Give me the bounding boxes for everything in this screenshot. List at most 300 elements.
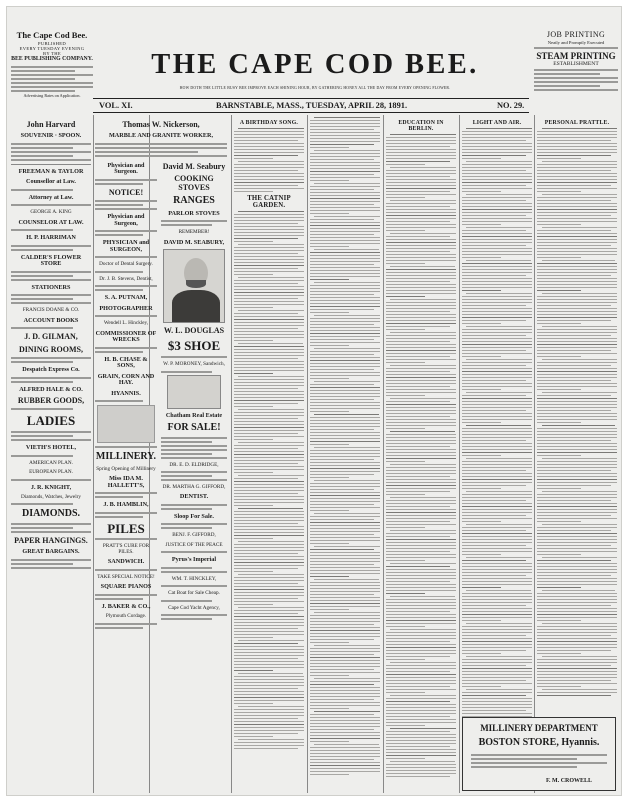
- text-line: [462, 374, 532, 375]
- text-line: [234, 547, 304, 548]
- heading-birthday-song: A BIRTHDAY SONG.: [239, 120, 299, 126]
- text-line: [537, 203, 617, 204]
- text-line: [310, 258, 380, 259]
- text-line: [537, 218, 617, 219]
- text-line: [537, 176, 617, 177]
- text-line: [310, 525, 380, 526]
- text-line: [462, 317, 532, 318]
- text-line: [462, 668, 532, 669]
- text-line: [234, 697, 304, 698]
- ad-ida-hallett: Miss IDA M. HALLETT'S,: [107, 475, 145, 489]
- text-line: [234, 238, 298, 239]
- ad-david-seabury: David M. Seabury: [162, 161, 226, 171]
- text-line: [462, 188, 532, 189]
- text-line: [466, 524, 532, 525]
- text-line: [542, 227, 617, 228]
- text-line: [234, 388, 298, 389]
- text-line: [314, 678, 380, 679]
- text-line: [542, 359, 617, 360]
- text-line: [537, 440, 611, 441]
- text-line: [386, 323, 456, 324]
- text-line: [462, 215, 526, 216]
- text-line: [234, 709, 304, 710]
- text-line: [537, 335, 611, 336]
- ad-despatch-express: Despatch Express Co.: [22, 366, 80, 374]
- text-line: [462, 707, 532, 708]
- text-line: [234, 580, 304, 581]
- text-line: [386, 713, 456, 714]
- text-line: [386, 536, 450, 537]
- text-line: [310, 378, 349, 379]
- text-line: [234, 736, 273, 737]
- ad-yacht-agency: Cape Cod Yacht Agency,: [168, 604, 220, 611]
- text-line: [462, 431, 532, 432]
- text-line: [542, 392, 617, 393]
- text-line: [386, 488, 456, 489]
- text-line: [310, 501, 380, 502]
- text-line: [310, 642, 349, 643]
- text-line: [310, 396, 380, 397]
- text-line: [537, 512, 617, 513]
- text-line: [386, 413, 456, 414]
- ad-francis-doane: FRANCIS DOANE & CO.: [22, 307, 80, 314]
- text-line: [537, 173, 617, 174]
- ad-pratts-cure: PRATT'S CURE FOR PILES.: [102, 543, 150, 555]
- text-line: [386, 269, 456, 270]
- text-line: [537, 683, 617, 684]
- text-line: [234, 538, 273, 539]
- text-line: [466, 293, 532, 294]
- text-line: [462, 329, 532, 330]
- text-line: [310, 318, 380, 319]
- text-line: [462, 137, 532, 138]
- text-line: [462, 428, 532, 429]
- text-line: [386, 290, 456, 291]
- text-line: [386, 767, 456, 768]
- text-line: [537, 464, 617, 465]
- text-line: [386, 701, 450, 702]
- text-line: [462, 551, 532, 552]
- text-line: [314, 216, 380, 217]
- text-line: [462, 503, 532, 504]
- ad-marble-granite: MARBLE AND GRANITE WORKER,: [108, 132, 214, 140]
- ad-piles: PILES: [107, 520, 145, 536]
- text-line: [462, 443, 532, 444]
- text-line: [537, 428, 617, 429]
- text-line: [234, 514, 304, 515]
- text-line: [542, 458, 617, 459]
- text-line: [310, 276, 380, 277]
- text-line: [537, 410, 611, 411]
- text-line: [386, 527, 425, 528]
- heading-personal-prattle: PERSONAL PRATTLE.: [544, 120, 610, 126]
- shoe-engraving: [167, 375, 221, 409]
- ad-dental: Doctor of Dental Surgery.: [99, 261, 153, 268]
- text-line: [386, 755, 456, 756]
- text-line: [234, 643, 298, 644]
- text-line: [310, 522, 380, 523]
- text-line: [234, 661, 304, 662]
- text-line: [386, 449, 456, 450]
- text-line: [314, 282, 380, 283]
- text-line: [462, 635, 526, 636]
- text-line: [310, 222, 380, 223]
- text-line: [386, 677, 456, 678]
- text-line: [310, 582, 380, 583]
- text-line: [466, 227, 532, 228]
- text-line: [234, 152, 304, 153]
- text-line: [310, 357, 380, 358]
- text-line: [310, 297, 380, 298]
- text-line: [310, 630, 380, 631]
- text-line: [537, 188, 617, 189]
- text-line: [537, 140, 611, 141]
- text-line: [537, 617, 617, 618]
- text-line: [462, 617, 532, 618]
- ad-vieths-hotel: VIETH'S HOTEL,: [25, 444, 77, 452]
- text-line: [234, 472, 273, 473]
- text-line: [537, 305, 611, 306]
- text-line: [314, 117, 380, 118]
- text-line: [462, 131, 532, 132]
- text-line: [466, 161, 532, 162]
- text-line: [466, 392, 532, 393]
- text-line: [462, 704, 532, 705]
- text-line: [466, 590, 530, 591]
- text-line: [310, 597, 380, 598]
- text-line: [234, 484, 304, 485]
- text-line: [238, 706, 304, 707]
- text-line: [310, 429, 374, 430]
- text-line: [462, 269, 532, 270]
- text-line: [462, 512, 532, 513]
- text-line: [238, 161, 304, 162]
- text-line: [537, 356, 581, 357]
- text-line: [537, 632, 617, 633]
- text-line: [234, 655, 304, 656]
- text-line: [386, 578, 456, 579]
- text-line: [310, 714, 374, 715]
- text-line: [310, 126, 380, 127]
- text-line: [386, 161, 450, 162]
- text-line: [234, 481, 304, 482]
- text-line: [462, 350, 526, 351]
- ad-sandwich: SANDWICH.: [107, 558, 145, 566]
- ad-cooking-stoves: COOKING STOVES: [174, 174, 214, 192]
- text-line: [462, 467, 532, 468]
- text-line: [234, 700, 304, 701]
- text-line: [310, 651, 380, 652]
- text-line: [234, 499, 304, 500]
- text-line: [462, 278, 532, 279]
- text-line: [234, 616, 304, 617]
- text-line: [310, 342, 380, 343]
- text-line: [234, 400, 304, 401]
- newspaper-page: [6, 6, 622, 796]
- text-line: [310, 543, 349, 544]
- text-line: [386, 191, 450, 192]
- text-line: [462, 404, 532, 405]
- text-line: [390, 728, 456, 729]
- ad-diamonds-watches: Diamonds, Watches, Jewelry: [21, 494, 81, 501]
- text-line: [310, 372, 380, 373]
- text-line: [234, 703, 273, 704]
- text-line: [310, 384, 374, 385]
- text-line: [310, 477, 349, 478]
- text-line: [310, 453, 380, 454]
- text-line: [386, 635, 456, 636]
- text-line: [386, 539, 456, 540]
- text-line: [537, 269, 617, 270]
- text-line: [462, 575, 526, 576]
- ad-paper-hangings: PAPER HANGINGS.: [14, 535, 88, 545]
- ad-nickerson: Thomas W. Nickerson,: [122, 120, 200, 129]
- text-line: [386, 656, 450, 657]
- text-line: [537, 242, 617, 243]
- text-line: [386, 194, 456, 195]
- text-line: [310, 564, 374, 565]
- text-line: [462, 548, 532, 549]
- text-line: [234, 349, 304, 350]
- right-box-line3: STEAM PRINTING: [536, 51, 616, 62]
- text-line: [234, 170, 298, 171]
- text-line: [537, 332, 617, 333]
- text-line: [386, 404, 456, 405]
- text-line: [310, 735, 380, 736]
- text-line: [466, 128, 532, 129]
- text-line: [386, 296, 425, 297]
- ad-wendell-hinckley: Wendell L. Hinckley,: [103, 320, 149, 327]
- text-line: [462, 605, 526, 606]
- text-line: [386, 206, 450, 207]
- text-line: [234, 721, 304, 722]
- text-line: [537, 212, 617, 213]
- text-line: [234, 232, 304, 233]
- text-line: [310, 690, 380, 691]
- text-line: [386, 197, 425, 198]
- text-line: [386, 707, 456, 708]
- text-line: [537, 545, 611, 546]
- text-line: [462, 290, 501, 291]
- text-line: [310, 573, 380, 574]
- text-line: [537, 185, 611, 186]
- text-line: [462, 473, 532, 474]
- text-line: [462, 362, 532, 363]
- text-line: [234, 676, 304, 677]
- text-line: [234, 137, 304, 138]
- text-line: [537, 323, 581, 324]
- text-line: [537, 419, 617, 420]
- text-line: [462, 407, 532, 408]
- text-line: [386, 353, 456, 354]
- text-line: [234, 361, 304, 362]
- text-line: [238, 442, 304, 443]
- text-line: [386, 518, 456, 519]
- text-line: [234, 262, 304, 263]
- text-line: [537, 677, 617, 678]
- text-line: [462, 650, 526, 651]
- text-line: [310, 708, 349, 709]
- text-line: [390, 695, 456, 696]
- text-line: [310, 663, 380, 664]
- text-line: [234, 436, 304, 437]
- column-8-text: [537, 117, 617, 783]
- text-line: [234, 748, 298, 749]
- text-line: [462, 446, 532, 447]
- text-line: [234, 526, 304, 527]
- text-line: [386, 644, 456, 645]
- text-line: [537, 266, 617, 267]
- text-line: [462, 632, 532, 633]
- text-line: [310, 210, 380, 211]
- text-line: [310, 324, 374, 325]
- text-line: [462, 176, 532, 177]
- text-line: [537, 233, 617, 234]
- text-line: [310, 144, 374, 145]
- column-1-ads: [11, 117, 91, 783]
- text-line: [314, 249, 378, 250]
- text-line: [386, 698, 456, 699]
- text-line: [234, 664, 304, 665]
- ad-attorney: Attorney at Law.: [28, 193, 74, 201]
- text-line: [386, 254, 456, 255]
- text-line: [466, 623, 532, 624]
- text-line: [537, 320, 611, 321]
- text-line: [537, 488, 581, 489]
- text-line: [537, 614, 617, 615]
- text-line: [537, 251, 617, 252]
- ad-american-plan: AMERICAN PLAN.: [29, 459, 73, 466]
- text-line: [234, 140, 298, 141]
- text-line: [542, 557, 617, 558]
- text-line: [234, 415, 304, 416]
- text-line: [542, 161, 617, 162]
- text-line: [462, 386, 532, 387]
- text-line: [462, 602, 532, 603]
- text-line: [234, 682, 304, 683]
- text-line: [310, 177, 380, 178]
- text-line: [386, 338, 456, 339]
- text-line: [234, 478, 298, 479]
- text-line: [310, 639, 374, 640]
- text-line: [462, 311, 532, 312]
- text-line: [537, 668, 617, 669]
- text-line: [537, 461, 617, 462]
- text-line: [462, 464, 532, 465]
- text-line: [537, 347, 617, 348]
- text-line: [310, 339, 374, 340]
- text-line: [234, 457, 304, 458]
- text-line: [390, 299, 456, 300]
- text-line: [390, 464, 456, 465]
- text-line: [386, 392, 456, 393]
- text-line: [537, 566, 617, 567]
- text-line: [310, 291, 380, 292]
- ad-ranges: RANGES: [173, 195, 215, 207]
- text-line: [386, 257, 456, 258]
- text-line: [234, 337, 304, 338]
- text-line: [462, 197, 532, 198]
- text-line: [466, 194, 532, 195]
- text-line: [386, 221, 450, 222]
- building-engraving: [97, 405, 155, 443]
- text-line: [466, 359, 532, 360]
- text-line: [310, 138, 380, 139]
- text-line: [386, 515, 456, 516]
- text-line: [386, 395, 425, 396]
- text-line: [542, 194, 617, 195]
- text-line: [537, 371, 617, 372]
- text-line: [234, 628, 298, 629]
- text-line: [234, 271, 304, 272]
- text-line: [310, 570, 380, 571]
- text-line: [537, 296, 617, 297]
- text-line: [310, 354, 374, 355]
- column-7-text: [462, 117, 532, 783]
- text-line: [234, 505, 273, 506]
- text-line: [386, 149, 456, 150]
- text-line: [466, 656, 532, 657]
- left-box-footer: Advertising Rates on Application.: [23, 92, 81, 98]
- text-line: [234, 460, 304, 461]
- text-line: [314, 612, 380, 613]
- text-line: [386, 719, 456, 720]
- text-line: [386, 479, 456, 480]
- text-line: [310, 300, 380, 301]
- text-line: [234, 328, 298, 329]
- ad-putnam: S. A. PUTNAM,: [104, 294, 148, 302]
- text-line: [537, 587, 581, 588]
- text-line: [386, 557, 456, 558]
- text-line: [234, 394, 304, 395]
- text-line: [310, 408, 380, 409]
- text-line: [462, 584, 532, 585]
- text-line: [386, 575, 456, 576]
- text-line: [386, 590, 456, 591]
- text-line: [234, 466, 304, 467]
- text-line: [310, 696, 380, 697]
- text-line: [310, 438, 380, 439]
- text-line: [386, 581, 450, 582]
- text-line: [234, 146, 304, 147]
- newspaper-title: THE CAPE COD BEE.: [151, 49, 479, 80]
- text-line: [314, 645, 380, 646]
- text-line: [542, 590, 616, 591]
- text-line: [386, 179, 456, 180]
- text-line: [310, 270, 380, 271]
- text-line: [462, 626, 532, 627]
- text-line: [390, 332, 456, 333]
- text-line: [386, 476, 450, 477]
- ad-for-sale: FOR SALE!: [167, 422, 221, 433]
- text-line: [310, 225, 380, 226]
- text-line: [462, 152, 532, 153]
- text-line: [234, 418, 298, 419]
- text-line: [310, 294, 374, 295]
- text-line: [462, 206, 532, 207]
- text-line: [386, 452, 456, 453]
- text-line: [310, 600, 380, 601]
- text-line: [386, 512, 456, 513]
- text-line: [234, 301, 304, 302]
- ad-physician-3: PHYSICIAN and SURGEON,: [102, 239, 150, 253]
- text-line: [310, 507, 380, 508]
- text-line: [537, 317, 617, 318]
- text-line: [462, 200, 526, 201]
- text-line: [390, 266, 454, 267]
- text-line: [537, 695, 611, 696]
- text-line: [537, 239, 617, 240]
